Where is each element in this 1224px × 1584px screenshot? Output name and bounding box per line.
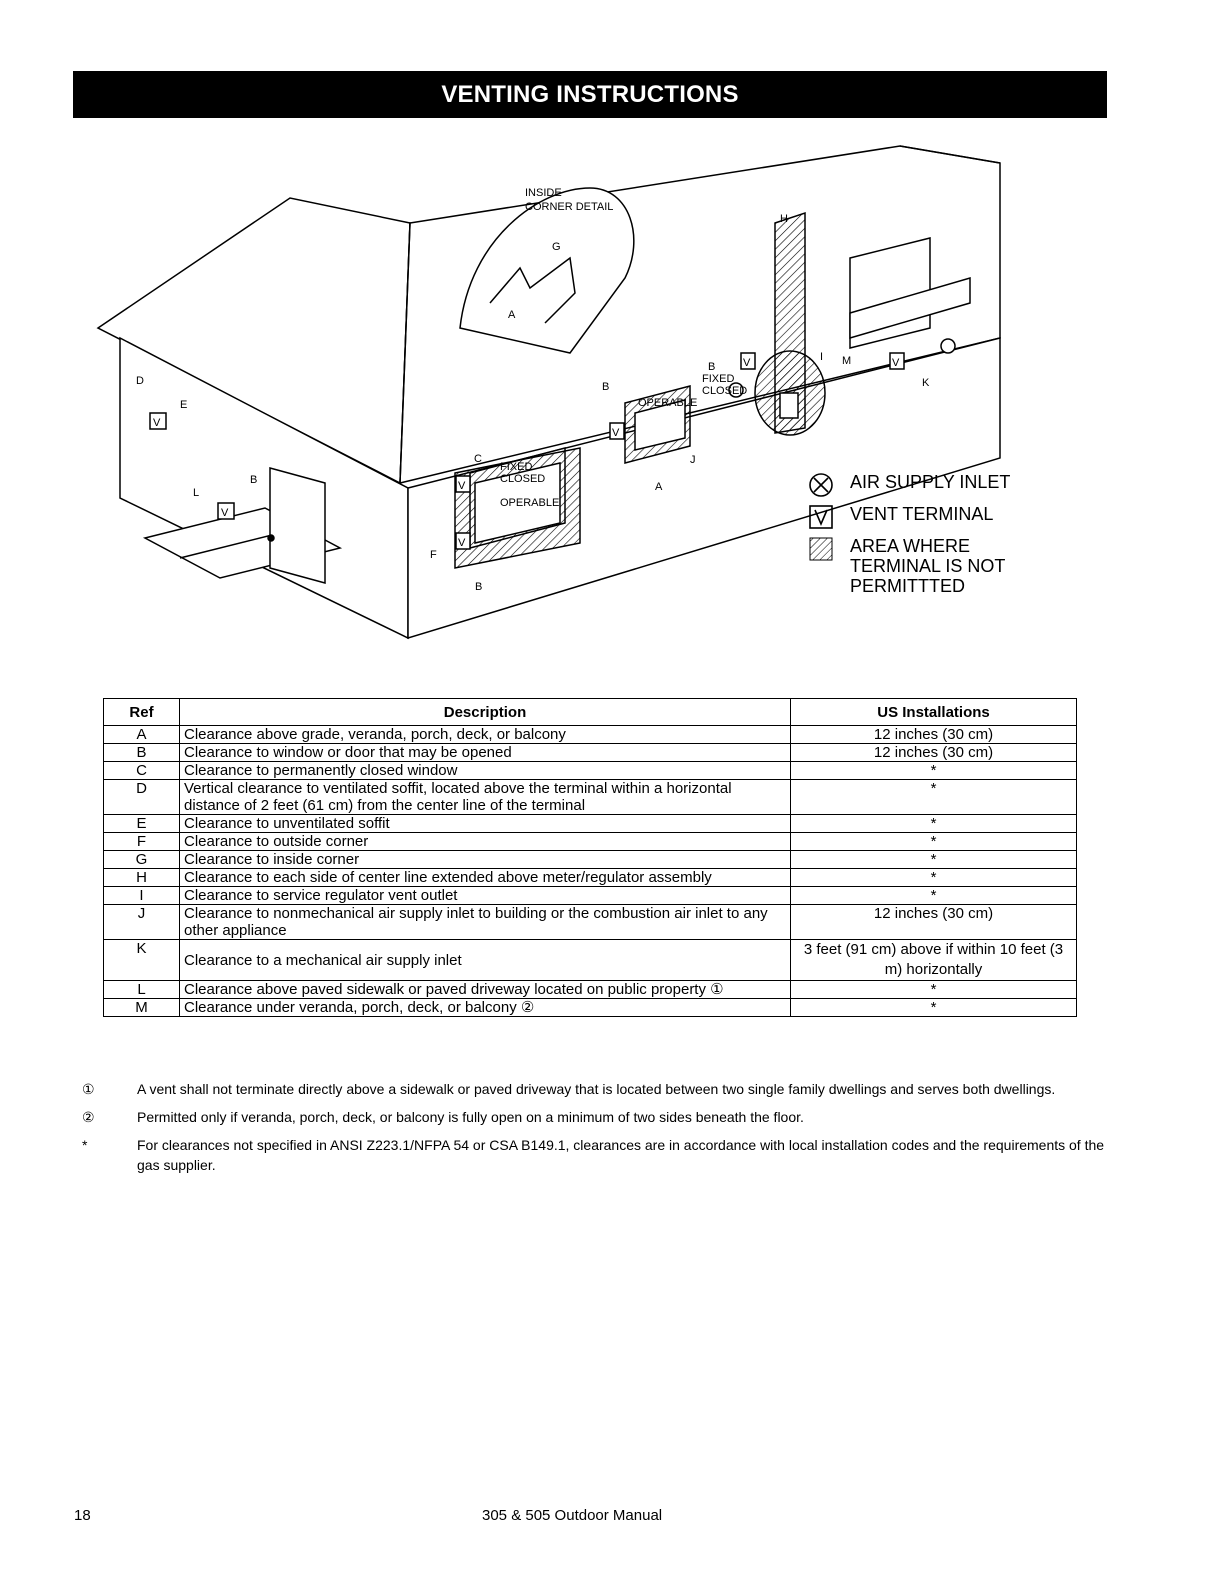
page-number: 18	[74, 1507, 91, 1524]
description-cell: Clearance above grade, veranda, porch, deck, or balcony	[180, 726, 791, 744]
ref-cell: A	[104, 726, 180, 744]
footnote-1	[80, 1079, 1110, 1099]
ref-cell: M	[104, 999, 180, 1017]
dim-label-a-inset: A	[508, 309, 516, 321]
description-cell: Clearance to outside corner	[180, 833, 791, 851]
vent-terminal-mark-5: V	[612, 427, 620, 439]
table-row	[104, 999, 1077, 1017]
us-cell: *	[791, 815, 1077, 833]
us-cell: 3 feet (91 cm) above if within 10 feet (3 m) horizontally	[791, 940, 1077, 981]
legend-item-air-supply-inlet	[808, 472, 1108, 498]
header-us-installations: US Installations	[791, 699, 1077, 726]
ref-cell: B	[104, 744, 180, 762]
legend-item-vent-terminal	[808, 504, 1108, 530]
table-row	[104, 940, 1077, 981]
table-row	[104, 905, 1077, 940]
footnote-mark: *	[82, 1137, 88, 1153]
table-row	[104, 869, 1077, 887]
section-title: VENTING INSTRUCTIONS	[73, 71, 1107, 118]
window-label-closed-1: CLOSED	[500, 473, 546, 485]
footnote-asterisk	[80, 1135, 1110, 1175]
ref-cell: I	[104, 887, 180, 905]
ref-cell: F	[104, 833, 180, 851]
vent-terminal-mark-4: V	[458, 537, 466, 549]
description-cell: Clearance to inside corner	[180, 851, 791, 869]
description-cell: Clearance to permanently closed window	[180, 762, 791, 780]
dim-label-f: F	[430, 549, 437, 561]
vent-terminal-mark-6: V	[743, 357, 751, 369]
dim-label-a: A	[655, 481, 663, 493]
window-label-closed-2: CLOSED	[702, 385, 748, 397]
ref-cell: J	[104, 905, 180, 940]
description-cell: Clearance to each side of center line extended above meter/regulator assembly	[180, 869, 791, 887]
footnote-text: A vent shall not terminate directly above a sidewalk or paved driveway that is located between two single family dwellings and serves both dwellings.	[137, 1081, 1056, 1097]
table-row	[104, 762, 1077, 780]
table-row	[104, 815, 1077, 833]
clearance-table	[103, 698, 1077, 1017]
us-cell: *	[791, 869, 1077, 887]
header-ref: Ref	[104, 699, 180, 726]
ref-cell: G	[104, 851, 180, 869]
us-cell: *	[791, 851, 1077, 869]
ref-cell: E	[104, 815, 180, 833]
ref-cell: K	[104, 940, 180, 981]
table-row	[104, 887, 1077, 905]
table-row	[104, 744, 1077, 762]
ref-cell: H	[104, 869, 180, 887]
description-cell: Clearance to a mechanical air supply inlet	[180, 940, 791, 981]
description-cell: Clearance to window or door that may be opened	[180, 744, 791, 762]
dim-label-i: I	[820, 351, 824, 363]
footnote-text: For clearances not specified in ANSI Z223.1/NFPA 54 or CSA B149.1, clearances are in accordance with local installation codes and the requirements of the gas supplier.	[137, 1137, 1105, 1173]
vent-terminal-mark-7: V	[892, 357, 900, 369]
ref-cell: D	[104, 780, 180, 815]
ref-cell: L	[104, 981, 180, 999]
inset-label-line1: INSIDE	[525, 187, 562, 199]
window-label-fixed-2: FIXED	[702, 373, 735, 385]
description-cell: Clearance to nonmechanical air supply inlet to building or the combustion air inlet to any other appliance	[180, 905, 791, 940]
dim-label-c: C	[474, 453, 482, 465]
vent-terminal-mark-1: V	[153, 417, 161, 429]
vent-terminal-mark-2: V	[221, 507, 229, 519]
us-cell: *	[791, 887, 1077, 905]
diagram-legend	[808, 472, 1108, 602]
dim-label-m: M	[842, 355, 852, 367]
description-cell: Clearance under veranda, porch, deck, or balcony ②	[180, 999, 791, 1017]
footnote-text: Permitted only if veranda, porch, deck, or balcony is fully open on a minimum of two sides beneath the floor.	[137, 1109, 804, 1125]
dim-label-j: J	[690, 454, 696, 466]
us-cell: *	[791, 981, 1077, 999]
legend-label: AIR SUPPLY INLET	[850, 472, 1011, 492]
us-cell: *	[791, 762, 1077, 780]
table-row	[104, 833, 1077, 851]
vent-terminal-mark-3: V	[458, 480, 466, 492]
header-description: Description	[180, 699, 791, 726]
manual-title: 305 & 505 Outdoor Manual	[482, 1507, 663, 1524]
ref-cell: C	[104, 762, 180, 780]
window-label-operable-2: OPERABLE	[638, 397, 698, 409]
dim-label-g: G	[552, 241, 561, 253]
us-cell: *	[791, 999, 1077, 1017]
description-cell: Vertical clearance to ventilated soffit, located above the terminal within a horizontal distance of 2 feet (61 cm) from the center line of the terminal	[180, 780, 791, 815]
vent-terminal-icon	[808, 504, 834, 530]
table-row	[104, 780, 1077, 815]
dim-label-b-4: B	[708, 361, 716, 373]
dim-label-k: K	[922, 377, 930, 389]
footnote-2	[80, 1107, 1110, 1127]
table-row	[104, 981, 1077, 999]
us-cell: 12 inches (30 cm)	[791, 726, 1077, 744]
dim-label-b-1: B	[250, 474, 258, 486]
legend-item-hatched-area	[808, 536, 1108, 596]
table-row	[104, 851, 1077, 869]
window-label-fixed-1: FIXED	[500, 461, 533, 473]
us-cell: *	[791, 833, 1077, 851]
dim-label-h: H	[780, 213, 788, 225]
footnote-mark: ②	[82, 1109, 95, 1125]
dim-label-e: E	[180, 399, 188, 411]
us-cell: *	[791, 780, 1077, 815]
dim-label-l: L	[193, 487, 200, 499]
legend-label: VENT TERMINAL	[850, 504, 994, 524]
us-cell: 12 inches (30 cm)	[791, 905, 1077, 940]
description-cell: Clearance above paved sidewalk or paved driveway located on public property ①	[180, 981, 791, 999]
air-supply-inlet-icon	[808, 472, 834, 498]
description-cell: Clearance to unventilated soffit	[180, 815, 791, 833]
footnotes	[80, 1079, 1110, 1183]
legend-label: AREA WHERE TERMINAL IS NOT PERMITTTED	[850, 536, 1006, 596]
table-header-row	[104, 699, 1077, 726]
window-label-operable-1: OPERABLE	[500, 497, 560, 509]
dim-label-b-3: B	[602, 381, 610, 393]
description-cell: Clearance to service regulator vent outlet	[180, 887, 791, 905]
hatched-area-icon	[808, 536, 834, 562]
dim-label-d: D	[136, 375, 144, 387]
table-row	[104, 726, 1077, 744]
us-cell: 12 inches (30 cm)	[791, 744, 1077, 762]
inset-label-line2: CORNER DETAIL	[525, 201, 614, 213]
dim-label-b-2: B	[475, 581, 483, 593]
footnote-mark: ①	[82, 1081, 95, 1097]
